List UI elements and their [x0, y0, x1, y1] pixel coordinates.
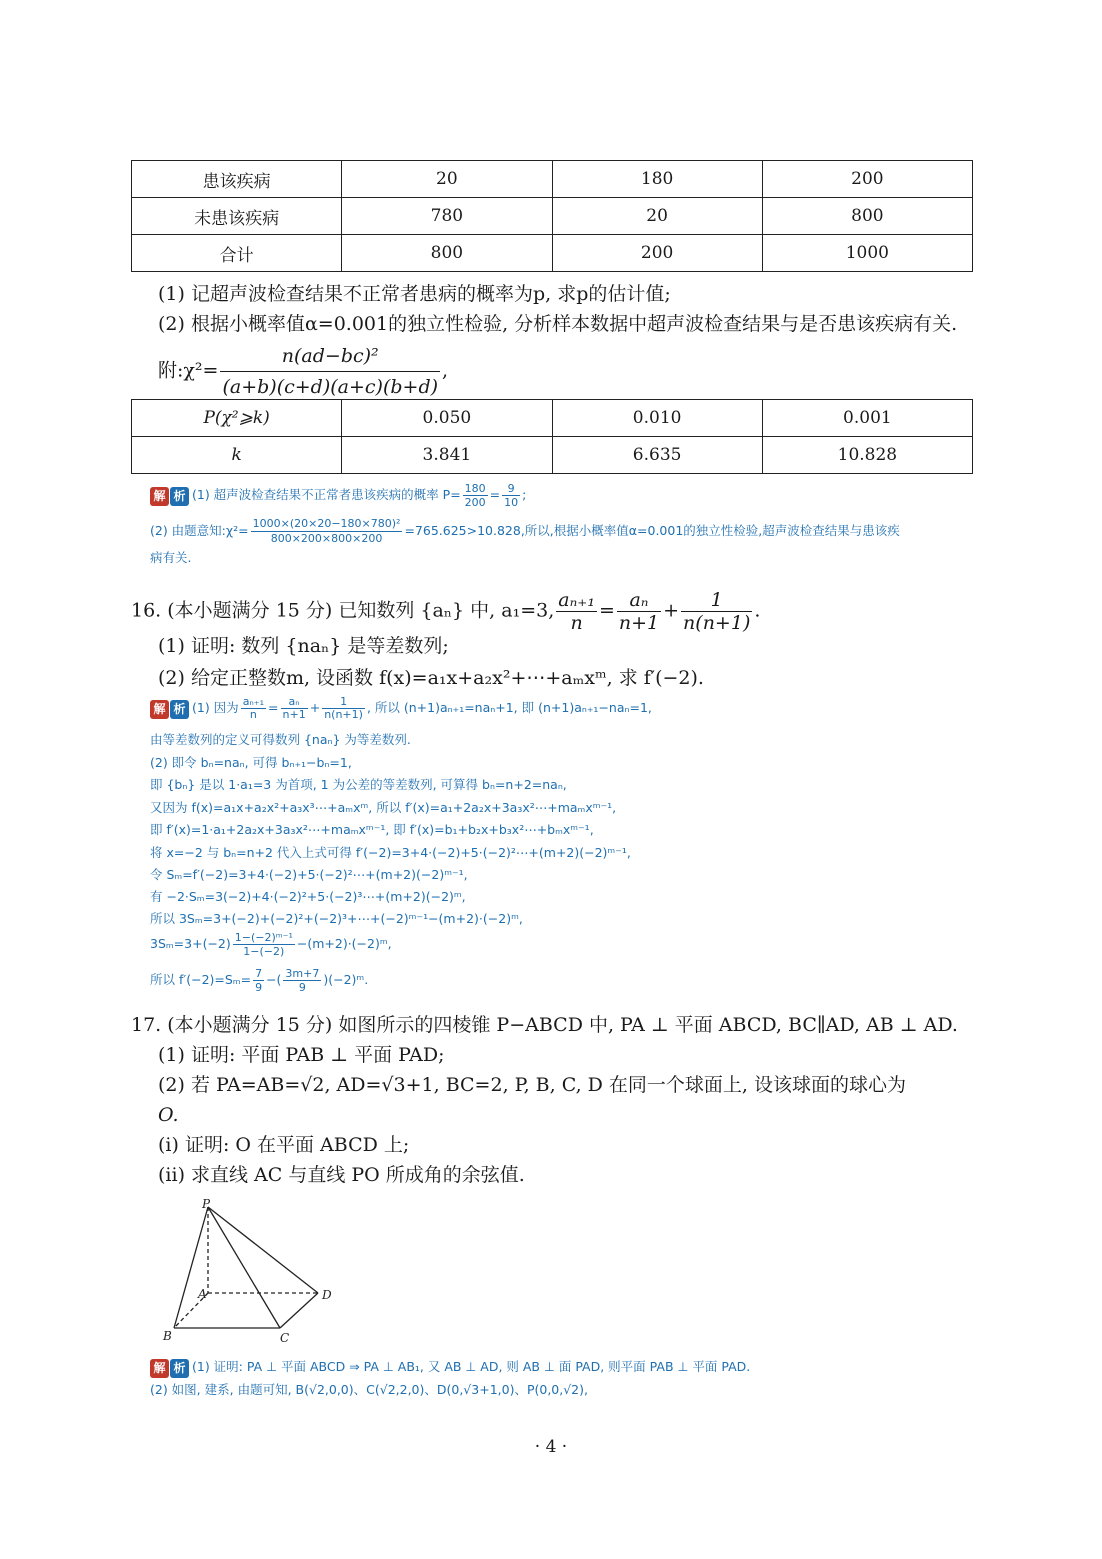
edge-cd: [280, 1293, 318, 1328]
solution-16-line9: 有 −2·Sₘ=3(−2)+4·(−2)²+5·(−2)³⋯+(m+2)(−2)ᵐ,: [150, 889, 466, 904]
table-row: [132, 235, 973, 272]
table-row: [132, 400, 973, 437]
table-cell: 780: [342, 198, 552, 235]
formula-numerator: n(ad−bc)²: [220, 341, 440, 372]
q15-part2: (2) 根据小概率值α=0.001的独立性检验, 分析样本数据中超声波检查结果与是否患该疾病有关.: [158, 313, 958, 335]
solution-16-line11: 3Sₘ=3+(−2) $\frac{\text{1−(−2)ᵐ⁻¹}}{1-(-2)}$ −(m+2)·(−2)ᵐ,: [150, 931, 392, 958]
solution-16-line10: 所以 3Sₘ=3+(−2)+(−2)²+(−2)³+⋯+(−2)ᵐ⁻¹−(m+2)·(−2)ᵐ,: [150, 911, 523, 926]
solution-16-line1: 解 析 (1) 因为 $\frac{\text{aₙ₊₁}}{n}$ = $\frac{\text{aₙ}}{n+1}$ + $\frac{1}{n(n+1)}$ , 所以 (n+1)aₙ₊₁=naₙ+1, 即 (n+1)aₙ₊₁−naₙ=1,: [150, 696, 652, 721]
table-cell: 0.001: [762, 400, 972, 437]
label-b: B: [163, 1329, 172, 1343]
solution-17-line2: (2) 如图, 建系, 由题可知, B(√2,0,0)、C(√2,2,0)、D(0,√3+1,0)、P(0,0,√2),: [150, 1382, 588, 1397]
q15-part1: (1) 记超声波检查结果不正常者患病的概率为p, 求p的估计值;: [158, 283, 671, 305]
table-cell: 20: [552, 198, 762, 235]
solution-16-line4: 即 {bₙ} 是以 1·a₁=3 为首项, 1 为公差的等差数列, 可算得 bₙ=n+2=naₙ,: [150, 777, 567, 792]
table-cell: 10.828: [762, 437, 972, 474]
q17-stem: 17. (本小题满分 15 分) 如图所示的四棱锥 P−ABCD 中, PA ⊥ 平面 ABCD, BC∥AD, AB ⊥ AD.: [131, 1014, 958, 1036]
formula-fraction: [220, 341, 440, 402]
q16-stem: 16. (本小题满分 15 分) 已知数列 {aₙ} 中, a₁=3, $\frac{\text{aₙ₊₁}}{n}$ = $\frac{\text{aₙ}}{n+1}$ + $\frac{1}{n(n+1)}$ .: [131, 589, 761, 634]
table-cell: 800: [762, 198, 972, 235]
table-cell: 200: [762, 161, 972, 198]
table-cell: P(χ²⩾k): [132, 400, 342, 437]
formula-denominator: (a+b)(c+d)(a+c)(b+d): [222, 376, 439, 398]
label-p: P: [202, 1197, 211, 1211]
solution-16-line3: (2) 即令 bₙ=naₙ, 可得 bₙ₊₁−bₙ=1,: [150, 755, 352, 770]
critical-value-table: [131, 399, 973, 474]
q17-part3: (i) 证明: O 在平面 ABCD 上;: [158, 1134, 410, 1156]
solution-16-line7: 将 x=−2 与 bₙ=n+2 代入上式可得 f′(−2)=3+4·(−2)+5·(−2)²⋯+(m+2)(−2)ᵐ⁻¹,: [150, 845, 631, 860]
table-cell: 20: [342, 161, 552, 198]
solution-16-line8: 令 Sₘ=f′(−2)=3+4·(−2)+5·(−2)²⋯+(m+2)(−2)ᵐ⁻¹,: [150, 867, 468, 882]
solution-badge: 解 析: [150, 485, 189, 507]
page-number: · 4 ·: [534, 1437, 568, 1457]
table-cell: 3.841: [342, 437, 552, 474]
formula-suffix: ,: [442, 359, 449, 382]
contingency-table: [131, 160, 973, 272]
table-cell: 0.010: [552, 400, 762, 437]
table-cell: 180: [552, 161, 762, 198]
pyramid-figure: [150, 1195, 350, 1350]
solution-badge: 解 析: [150, 698, 189, 720]
formula-prefix: 附:χ²=: [158, 359, 219, 382]
table-row: [132, 437, 973, 474]
table-cell: 200: [552, 235, 762, 272]
table-cell: 未患该疾病: [132, 198, 342, 235]
table-cell: 患该疾病: [132, 161, 342, 198]
label-c: C: [280, 1331, 290, 1345]
chi-square-formula: [158, 341, 448, 402]
table-cell: 6.635: [552, 437, 762, 474]
q16-part2: (2) 给定正整数m, 设函数 f(x)=a₁x+a₂x²+⋯+aₘxᵐ, 求 f′(−2).: [158, 667, 704, 689]
solution-badge: 解 析: [150, 1357, 189, 1379]
edge-pd: [208, 1207, 318, 1293]
table-cell: 合计: [132, 235, 342, 272]
solution-16-line2: 由等差数列的定义可得数列 {naₙ} 为等差数列.: [150, 732, 411, 747]
table-cell: 1000: [762, 235, 972, 272]
solution-17-line1: 解 析 (1) 证明: PA ⊥ 平面 ABCD ⇒ PA ⊥ AB₁, 又 AB ⊥ AD, 则 AB ⊥ 面 PAD, 则平面 PAB ⊥ 平面 PAD.: [150, 1356, 750, 1379]
q17-part4: (ii) 求直线 AC 与直线 PO 所成角的余弦值.: [158, 1164, 525, 1186]
table-cell: 0.050: [342, 400, 552, 437]
table-row: [132, 198, 973, 235]
solution-16-line6: 即 f′(x)=1·a₁+2a₂x+3a₃x²⋯+maₘxᵐ⁻¹, 即 f′(x)=b₁+b₂x+b₃x²⋯+bₘxᵐ⁻¹,: [150, 822, 594, 837]
edge-pc: [208, 1207, 280, 1328]
label-a: A: [198, 1287, 207, 1301]
solution-15-line3: 病有关.: [150, 550, 192, 565]
solution-16-line12: 所以 f′(−2)=Sₘ= $\frac{7}{9}$ −( $\frac{3m+7}{9}$ )(−2)ᵐ.: [150, 967, 369, 994]
solution-16-line5: 又因为 f(x)=a₁x+a₂x²+a₃x³⋯+aₘxᵐ, 所以 f′(x)=a₁+2a₂x+3a₃x²⋯+maₘxᵐ⁻¹,: [150, 800, 617, 815]
q17-part2-continued: O.: [158, 1104, 179, 1126]
label-d: D: [322, 1288, 332, 1302]
solution-15-line1: 解 析 (1) 超声波检查结果不正常者患该疾病的概率 P= $\frac{180}{200}$ = $\frac{9}{10}$ ;: [150, 482, 526, 509]
solution-15-line2: (2) 由题意知:χ²= $\frac{\text{1000×(20×20−180×780)²}}{800\times 200\times 800\times 200}$ =765.625>10.828,所以,根据小概率值α=0.001的独立性检验,超声波检查结果与患该疾: [150, 517, 900, 545]
table-cell: 800: [342, 235, 552, 272]
q16-part1: (1) 证明: 数列 {naₙ} 是等差数列;: [158, 635, 449, 657]
q17-part2: (2) 若 PA=AB=√2, AD=√3+1, BC=2, P, B, C, D 在同一个球面上, 设该球面的球心为: [158, 1074, 906, 1096]
q17-part1: (1) 证明: 平面 PAB ⊥ 平面 PAD;: [158, 1044, 445, 1066]
table-row: [132, 161, 973, 198]
table-cell: k: [132, 437, 342, 474]
